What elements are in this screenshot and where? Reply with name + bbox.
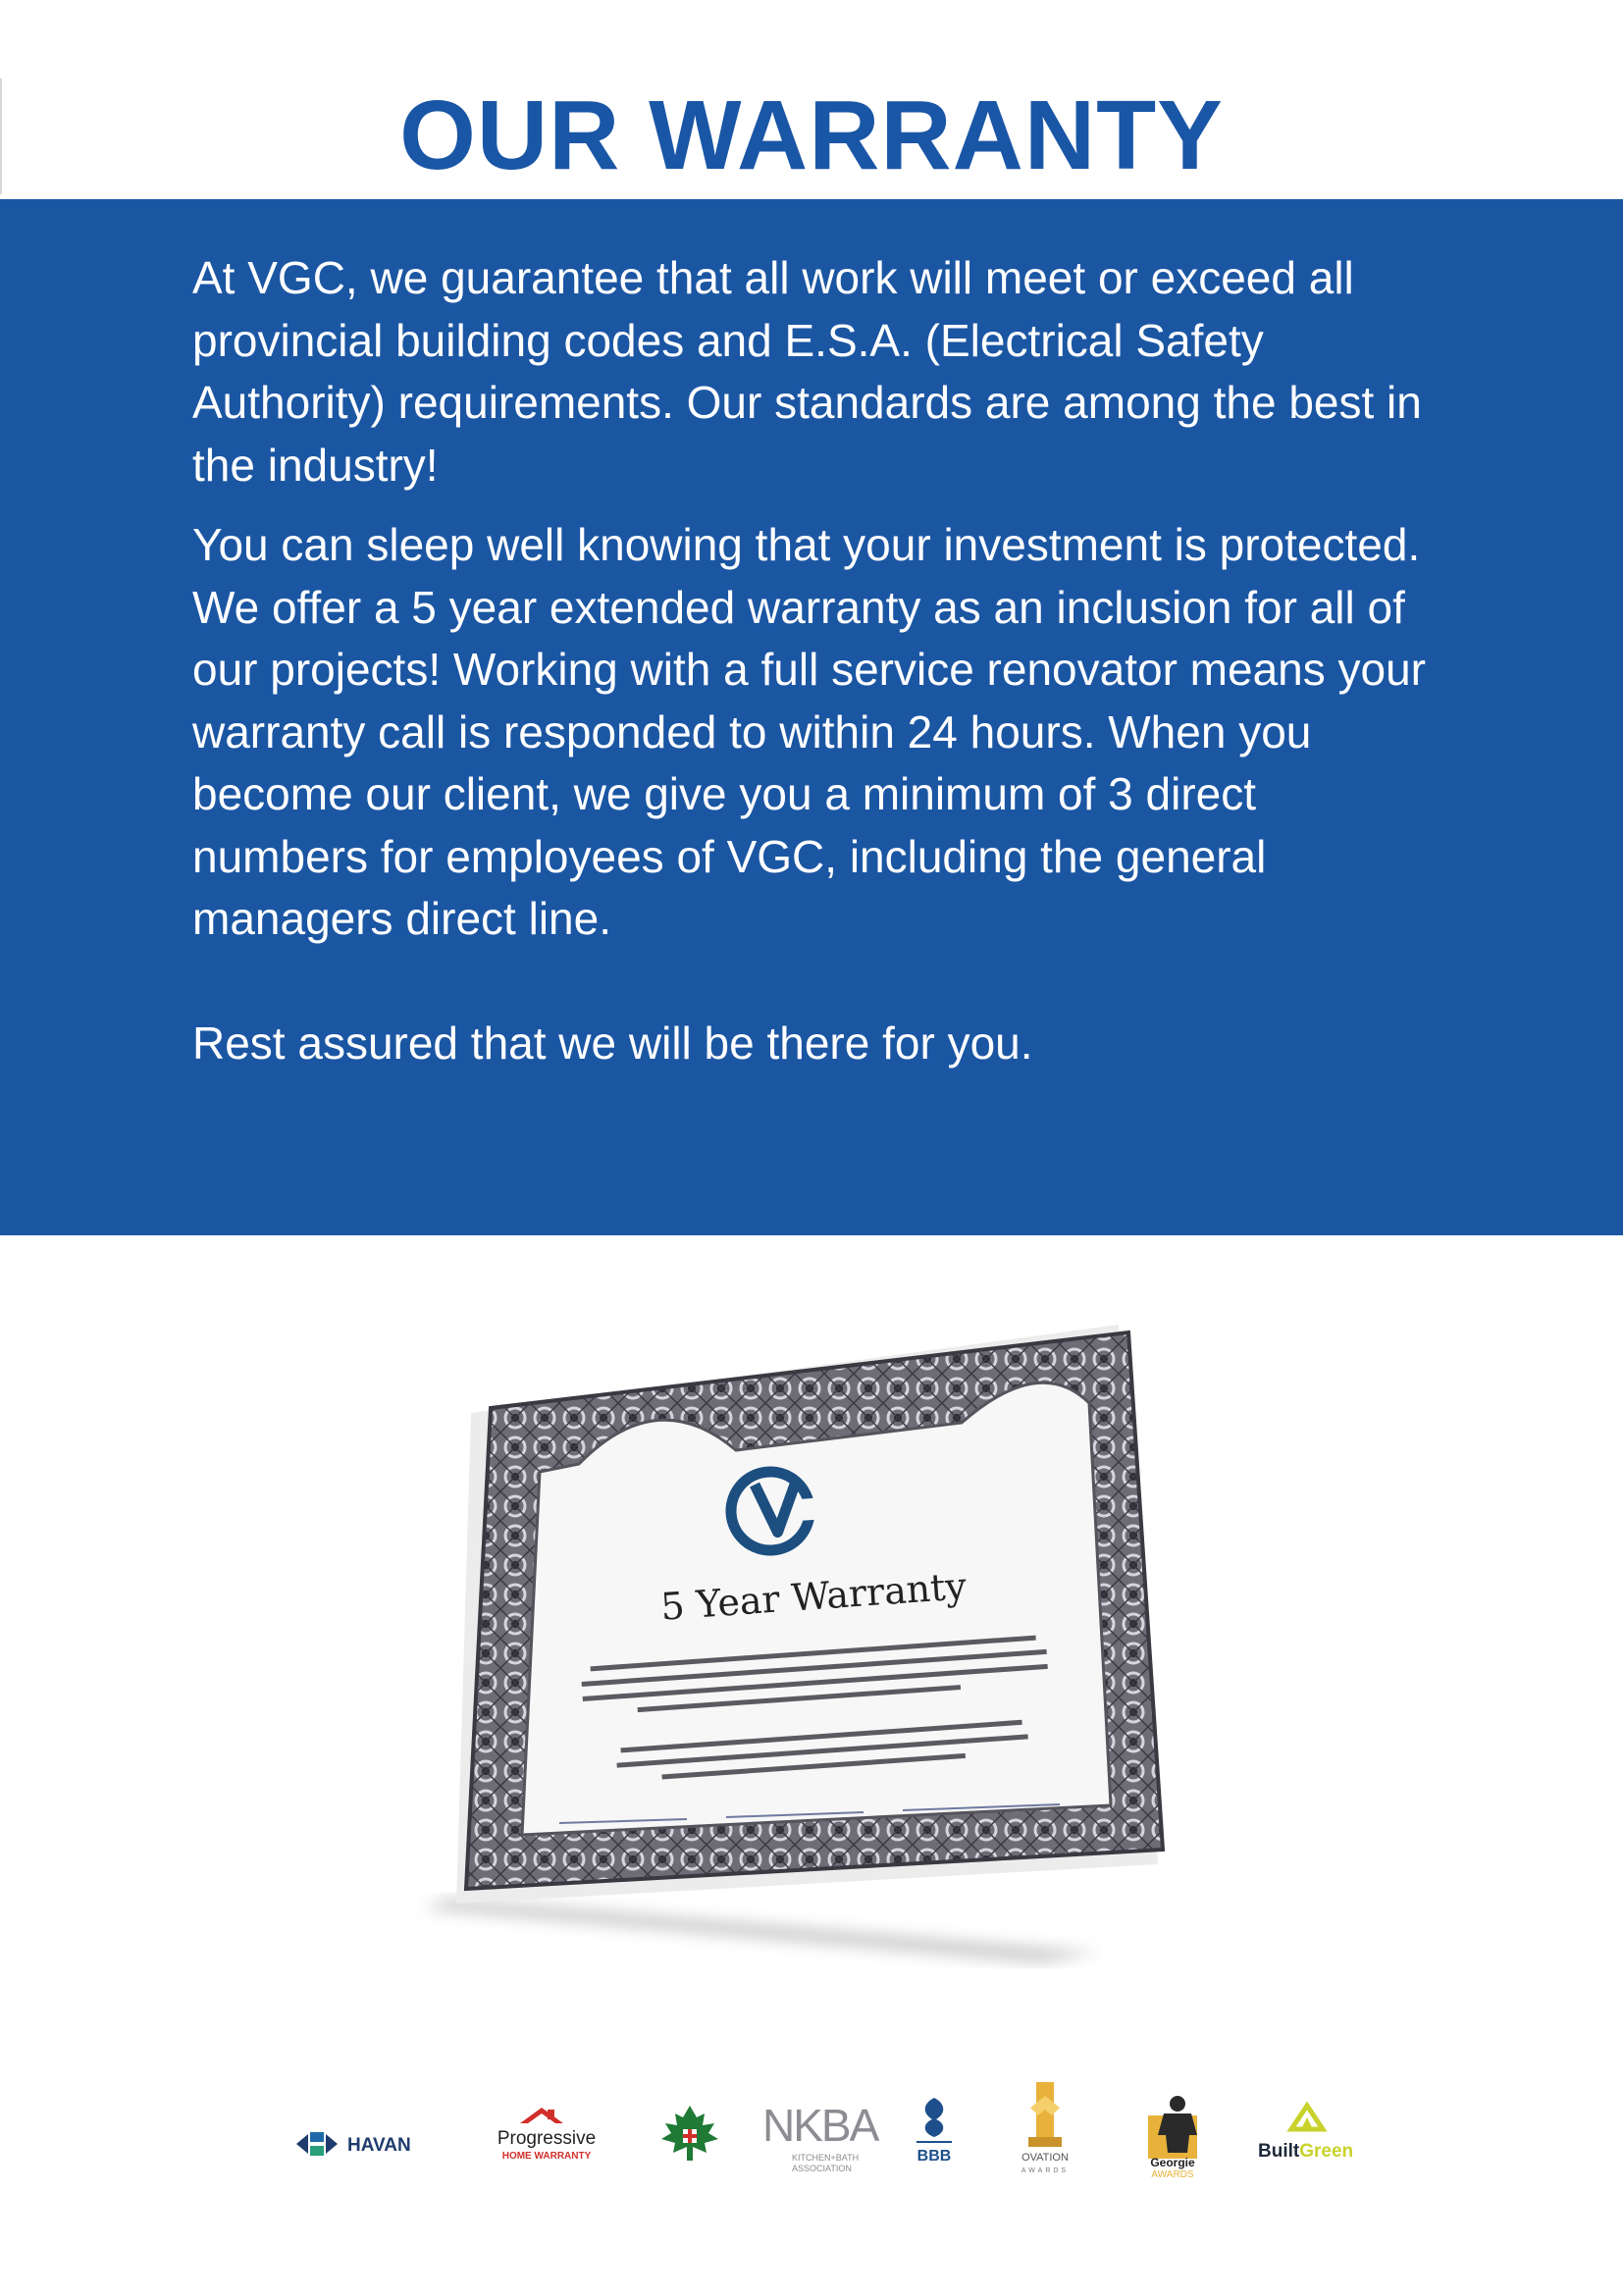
partner-logos — [285, 2090, 1384, 2198]
intro-paragraph-2: You can sleep well knowing that your investment is protected. We offer a 5 year extended warranty as an inclusion for all of our projects! Working with a full service renovator means your warranty call is responded to within 24 hours. When you become our client, we give you a minimum of 3 direct numbers for employees of VGC, including the general managers direct line. — [192, 519, 1427, 944]
built-green-label-b: Green — [1299, 2141, 1354, 2162]
nkba-sublabel-1: KITCHEN+BATH — [792, 2153, 860, 2163]
progressive-label: Progressive — [497, 2128, 597, 2149]
nkba-logo — [760, 2098, 888, 2179]
nkba-sublabel-2: ASSOCIATION — [792, 2164, 852, 2173]
bbb-logo — [913, 2094, 956, 2171]
certificate-illustration — [412, 1315, 1217, 2021]
ovation-label: OVATION — [1021, 2152, 1069, 2164]
warranty-certificate-image — [412, 1315, 1217, 2021]
built-green-label-a: Built — [1258, 2141, 1300, 2162]
bbb-label: BBB — [916, 2148, 952, 2165]
certificate-title: 5 Year Warranty — [658, 1564, 969, 1629]
progressive-sublabel: HOME WARRANTY — [501, 2151, 592, 2162]
georgie-awards-logo — [1138, 2090, 1217, 2183]
nkba-label: NKBA — [762, 2100, 878, 2151]
georgie-label: Georgie — [1150, 2156, 1195, 2169]
intro-paragraph-3: Rest assured that we will be there for you. — [192, 1017, 1033, 1069]
havan-logo — [294, 2124, 442, 2168]
ovation-sublabel: AWARDS — [1021, 2167, 1070, 2174]
maple-leaf-house-logo — [657, 2102, 722, 2171]
intro-paragraph-1: At VGC, we guarantee that all work will meet or exceed all provincial building codes and E.S.A. (Electrical Safety Authority) requirements. Our standards are among the best in the industry! — [192, 252, 1422, 491]
ovation-awards-logo — [1011, 2078, 1079, 2181]
page-title: OUR WARRANTY — [399, 80, 1224, 190]
built-green-logo — [1256, 2098, 1364, 2171]
svg-text:BuiltGreen — [1258, 2141, 1353, 2162]
progressive-logo — [491, 2102, 603, 2175]
intro-text — [192, 247, 1429, 1074]
georgie-sublabel: AWARDS — [1151, 2169, 1194, 2178]
havan-label: HAVAN — [347, 2135, 411, 2156]
